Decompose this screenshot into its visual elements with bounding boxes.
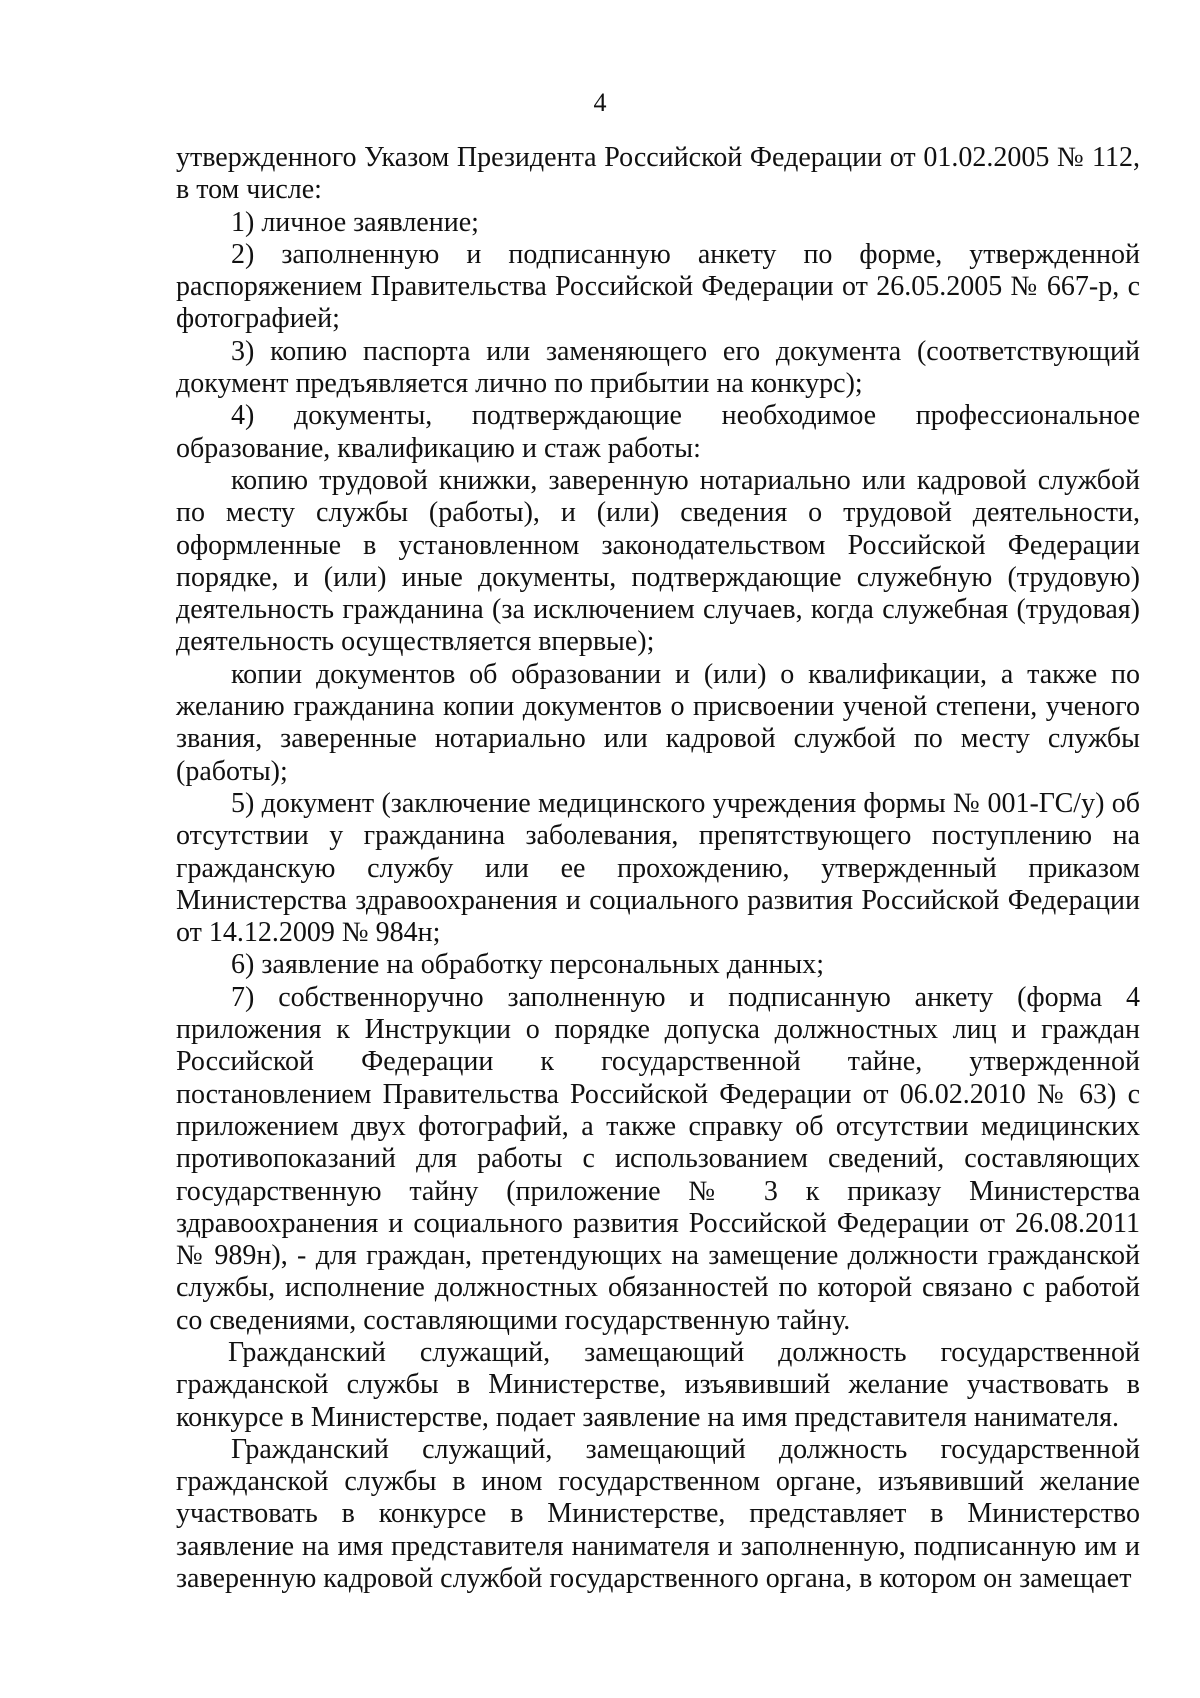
paragraph-continuation: утвержденного Указом Президента Российской Федерации от 01.02.2005 № 112, в том числе:	[176, 142, 1140, 206]
list-item-5: 5) документ (заключение медицинского учреждения формы № 001-ГС/у) об отсутствии у гражданина заболевания, препятствующего поступлению на гражданскую службу или ее прохождению, утвержденный приказом Министерства здравоохранения и социального развития Российской Федерации от 14.12.2009 № 984н;	[176, 787, 1140, 949]
list-item-4-subitem-education: копии документов об образовании и (или) о квалификации, а также по желанию гражданина копии документов о присвоении ученой степени, ученого звания, заверенные нотариально или кадровой службой по месту службы (работы);	[176, 658, 1140, 787]
list-item-1: 1) личное заявление;	[231, 206, 479, 238]
paragraph-other-agency-employee: Гражданский служащий, замещающий должность государственной гражданской службы в ином государственном органе, изъявивший желание участвовать в конкурсе в Министерстве, представляет в Министерство заявление на имя представителя нанимателя и заполненную, подписанную им и заверенную кадровой службой государственного органа, в котором он замещает	[176, 1433, 1140, 1595]
list-item-4-subitem-work-record: копию трудовой книжки, заверенную нотариально или кадровой службой по месту службы (работы), и (или) сведения о трудовой деятельности, оформленные в установленном законодательством Российской Федерации порядке, и (или) иные документы, подтверждающие служебную (трудовую) деятельность гражданина (за исключением случаев, когда служебная (трудовая) деятельность осуществляется впервые);	[176, 464, 1140, 658]
document-body	[176, 142, 1140, 1595]
list-item-7: 7) собственноручно заполненную и подписанную анкету (форма 4 приложения к Инструкции о порядке допуска должностных лиц и граждан Российской Федерации к государственной тайне, утвержденной постановлением Правительства Российской Федерации от 06.02.2010 № 63) с приложением двух фотографий, а также справку об отсутствии медицинских противопоказаний для работы с использованием сведений, составляющих государственную тайну (приложение № 3 к приказу Министерства здравоохранения и социального развития Российской Федерации от 26.08.2011 № 989н), - для граждан, претендующих на замещение должности гражданской службы, исполнение должностных обязанностей по которой связано с работой со сведениями, составляющими государственную тайну.	[176, 981, 1140, 1336]
list-item-3: 3) копию паспорта или заменяющего его документа (соответствующий документ предъявляется лично по прибытии на конкурс);	[176, 335, 1140, 400]
list-item-2: 2) заполненную и подписанную анкету по форме, утвержденной распоряжением Правительства Российской Федерации от 26.05.2005 № 667-р, с фотографией;	[176, 238, 1140, 335]
list-item-6: 6) заявление на обработку персональных данных;	[231, 949, 825, 981]
list-item-4: 4) документы, подтверждающие необходимое профессиональное образование, квалификацию и стаж работы:	[176, 400, 1140, 464]
paragraph-ministry-employee: Гражданский служащий, замещающий должность государственной гражданской службы в Министерстве, изъявивший желание участвовать в конкурсе в Министерстве, подает заявление на имя представителя нанимателя.	[176, 1336, 1140, 1433]
page-number: 4	[593, 88, 607, 117]
